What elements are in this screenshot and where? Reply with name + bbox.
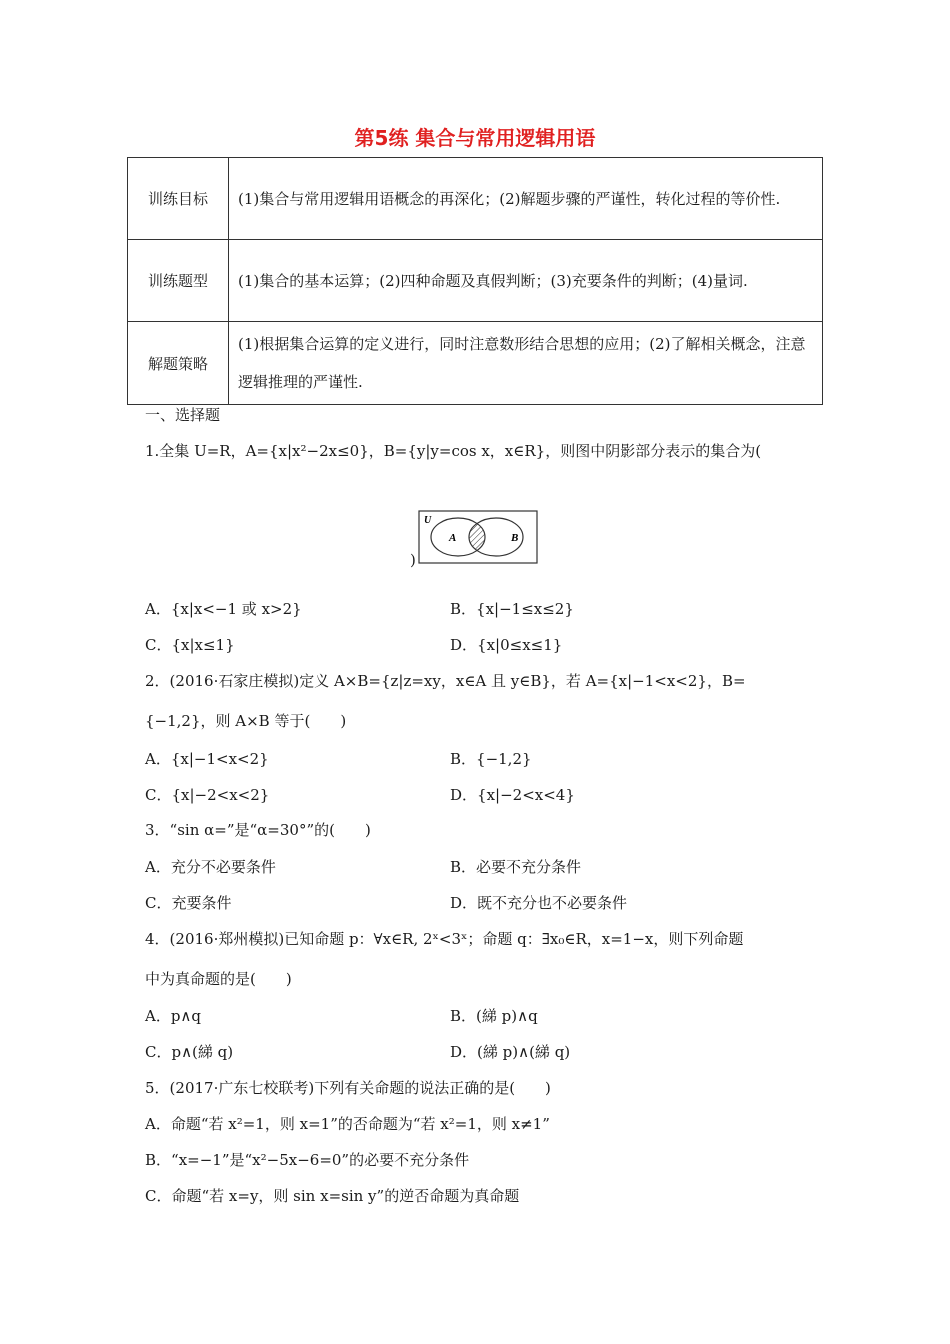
q1-option-d: D．{x|0≤x≤1}	[450, 636, 563, 654]
q3-option-d: D．既不充分也不必要条件	[450, 894, 628, 912]
page-title: 第5练 集合与常用逻辑用语	[354, 126, 596, 150]
q3-option-a: A．充分不必要条件	[145, 858, 276, 876]
table-row	[128, 158, 823, 240]
q5-option-b: B．“x=−1”是“x²−5x−6=0”的必要不充分条件	[145, 1151, 470, 1169]
q4-option-c: C．p∧(綈 q)	[145, 1043, 234, 1061]
q3-option-b: B．必要不充分条件	[450, 858, 582, 876]
question-2-stem: 2．(2016·石家庄模拟)定义 A×B={z|z=xy，x∈A 且 y∈B}，若 A={x|−1<x<2}，B=	[145, 672, 746, 690]
question-2-stem-cont: {−1,2}，则 A×B 等于( )	[145, 712, 347, 730]
training-table	[127, 157, 823, 405]
q5-option-c: C．命题“若 x=y，则 sin x=sin y”的逆否命题为真命题	[145, 1187, 520, 1205]
row-text: (1)集合与常用逻辑用语概念的再深化；(2)解题步骤的严谨性，转化过程的等价性.	[229, 158, 823, 240]
set-a-label: A	[449, 532, 457, 544]
row-label: 训练目标	[128, 158, 229, 240]
question-5-stem: 5．(2017·广东七校联考)下列有关命题的说法正确的是( )	[145, 1079, 551, 1097]
q5-option-a: A．命题“若 x²=1，则 x=1”的否命题为“若 x²=1，则 x≠1”	[145, 1115, 550, 1133]
set-b-label: B	[511, 532, 519, 544]
table-row	[128, 322, 823, 405]
q1-option-a: A．{x|x<−1 或 x>2}	[145, 600, 302, 618]
q2-option-a: A．{x|−1<x<2}	[145, 750, 269, 768]
q4-option-b: B．(綈 p)∧q	[450, 1007, 538, 1025]
q4-option-a: A．p∧q	[145, 1007, 202, 1025]
question-1-stem: 1.全集 U=R，A={x|x²−2x≤0}，B={y|y=cos x，x∈R}，则图中阴影部分表示的集合为(	[145, 442, 762, 460]
q2-option-b: B．{−1,2}	[450, 750, 532, 768]
row-label: 训练题型	[128, 240, 229, 322]
question-3-stem: 3．“sin α=”是“α=30°”的( )	[145, 821, 371, 839]
question-4-stem: 4．(2016·郑州模拟)已知命题 p：∀x∈R, 2ˣ<3ˣ；命题 q：∃x₀∈R，x=1−x，则下列命题	[145, 930, 744, 948]
universe-label: U	[424, 515, 432, 526]
row-text: (1)集合的基本运算；(2)四种命题及真假判断；(3)充要条件的判断；(4)量词.	[229, 240, 823, 322]
q1-option-c: C．{x|x≤1}	[145, 636, 235, 654]
question-4-stem-cont: 中为真命题的是( )	[145, 970, 292, 988]
question-1-paren: )	[410, 551, 416, 569]
section-heading: 一、选择题	[145, 406, 221, 424]
q3-option-c: C．充要条件	[145, 894, 232, 912]
row-label: 解题策略	[128, 322, 229, 405]
q2-option-d: D．{x|−2<x<4}	[450, 786, 575, 804]
q4-option-d: D．(綈 p)∧(綈 q)	[450, 1043, 571, 1061]
table-row	[128, 240, 823, 322]
venn-diagram	[418, 510, 538, 564]
row-text: (1)根据集合运算的定义进行，同时注意数形结合思想的应用；(2)了解相关概念，注意逻辑推理的严谨性.	[229, 322, 823, 405]
q1-option-b: B．{x|−1≤x≤2}	[450, 600, 574, 618]
q2-option-c: C．{x|−2<x<2}	[145, 786, 270, 804]
